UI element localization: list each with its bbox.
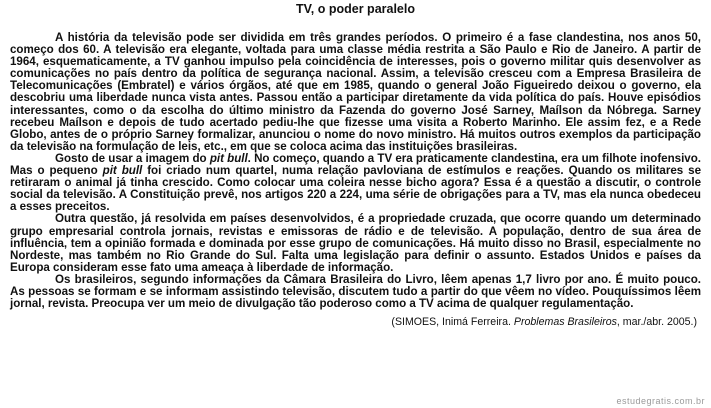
citation-prefix: (SIMOES, Inimá Ferreira. [391, 316, 514, 329]
paragraph-text: Gosto de usar a imagem do [55, 151, 210, 165]
paragraph-text: . No começo, quando a TV era praticamente clandestina, era um filhote inofensivo. Mas o pequeno [10, 151, 701, 178]
paragraph-text: A história da televisão pode ser dividida em três grandes períodos. O primeiro é a fase clandestina, nos anos 50, começo dos 60. A televisão era elegante, voltada para uma classe média restrita a São Paulo e Rio de Janeiro. A partir de 1964, esquematicamente, a TV ganhou impulso pela coincidência de interesses, pois o governo militar quis desenvolver as comunicações no país dentro da política de segurança nacional. Assim, a televisão cresceu com a Empresa Brasileira de Telecomunicações (Embratel) e vários órgãos, até que em 1985, quando o general João Figueiredo deixou o governo, ela descobriu uma liberdade nunca vista antes. Passou então a participar diretamente da vida política do país. Houve episódios interessantes, como o da escolha do último ministro da Fazenda do governo José Sarney, Maílson da Nóbrega. Sarney recebeu Maílson e depois de tudo acertado pediu-lhe que fizesse uma visita a Roberto Marinho. Ele assim fez, e a Rede Globo, antes de o próprio Sarney formalizar, anunciou o nome do novo ministro. Há muitos outros exemplos da participação da televisão na formulação de leis, etc., em que se coloca acima das instituições brasileiras. [10, 31, 701, 153]
paragraph [10, 153, 701, 213]
citation-source: Problemas Brasileiros [513, 316, 617, 329]
italic-term: pit bull [102, 164, 143, 178]
document-title: TV, o poder paralelo [295, 2, 415, 16]
citation-suffix: , mar./abr. 2005.) [616, 316, 697, 329]
paragraph [10, 213, 701, 273]
paragraph-text: Os brasileiros, segundo informações da Câmara Brasileira do Livro, lêem apenas 1,7 livro por ano. É muito pouco. As pessoas se formam e se informam assistindo televisão, discutem tudo a partir do que vêem no vídeo. Pouquíssimos lêem jornal, revista. Preocupa ver um meio de divulgação tão poderoso como a TV acima de qualquer regulamentação. [10, 272, 701, 311]
paragraph-text: Outra questão, já resolvida em países desenvolvidos, é a propriedade cruzada, que ocorre quando um determinado grupo empresarial controla jornais, revistas e emissoras de rádio e de televisão. A população, dentro de sua área de influência, tem a opinião formada e dominada por esse grupo de comunicações. Há muito disso no Brasil, especialmente no Nordeste, mas também no Rio Grande do Sul. Falta uma legislação para definir o assunto. Estados Unidos e países da Europa consideram esse fato uma ameaça à liberdade de informação. [10, 212, 701, 274]
paragraph [10, 32, 701, 153]
italic-term: pit bull [209, 151, 248, 165]
citation [10, 316, 697, 329]
paragraph [10, 274, 701, 310]
watermark: estudegratis.com.br [616, 396, 705, 406]
article-body [10, 32, 701, 310]
paragraph-text: foi criado num quartel, numa relação pavloviana de estímulos e reações. Quando os militares se retiraram o animal já tinha crescido. Como colocar uma coleira nesse bicho agora? Essa é a questão a discutir, o controle social da televisão. A Constituição prevê, nos artigos 220 a 224, uma série de obrigações para a TV, mas ela nunca obedeceu a esses preceitos. [10, 164, 702, 214]
